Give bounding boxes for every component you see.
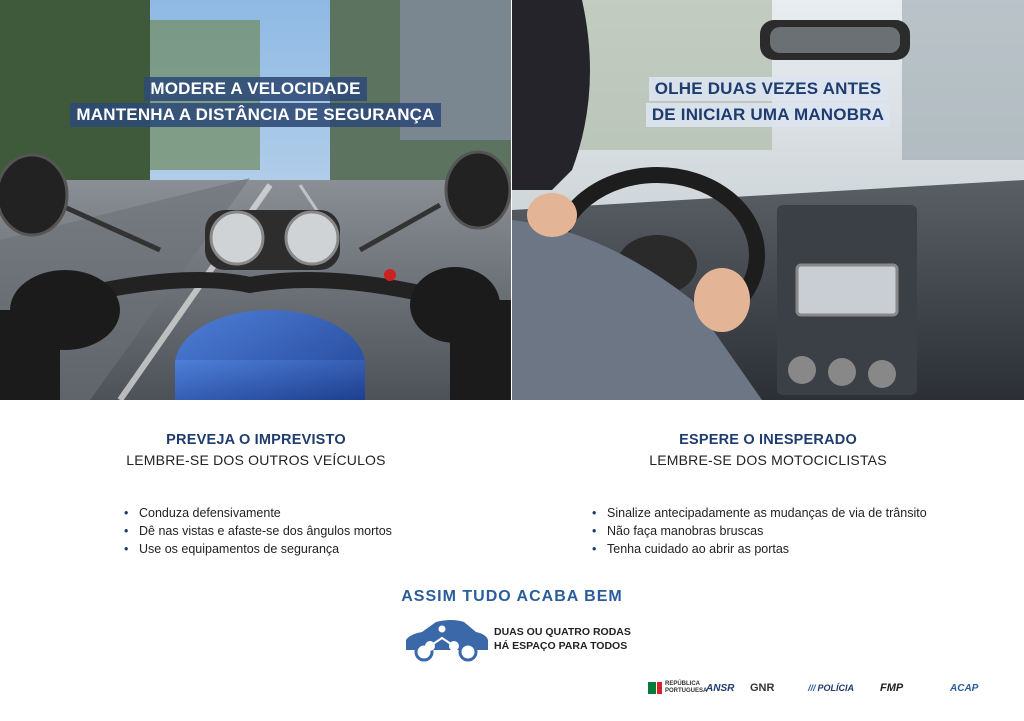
acap-logo: ACAP <box>950 682 979 694</box>
right-caption-line1: OLHE DUAS VEZES ANTES <box>649 77 888 101</box>
left-bullet-list <box>124 504 392 558</box>
list-item: • Sinalize antecipadamente as mudanças de via de trânsito <box>592 504 927 522</box>
campaign-logo <box>402 616 632 662</box>
policia-label: POLÍCIA <box>817 683 855 693</box>
left-caption-line1: MODERE A VELOCIDADE <box>144 77 366 101</box>
right-photo-caption <box>512 76 1024 128</box>
republica-line2: PORTUGUESA <box>665 688 708 694</box>
republica-line1: REPÚBLICA <box>665 681 701 687</box>
list-item: • Conduza defensivamente <box>124 504 392 522</box>
logo-line2: HÁ ESPAÇO PARA TODOS <box>494 640 628 652</box>
right-heading: ESPERE O INESPERADO <box>679 432 857 448</box>
right-advice-column <box>512 430 1024 556</box>
left-heading: PREVEJA O IMPREVISTO <box>166 432 346 448</box>
campaign-logo-text <box>494 625 631 653</box>
ansr-logo: ANSR <box>706 682 735 694</box>
right-subheading: LEMBRE-SE DOS MOTOCICLISTAS <box>649 452 887 468</box>
motorcycle-photo <box>0 0 511 400</box>
list-item: • Use os equipamentos de segurança <box>124 540 392 558</box>
left-subheading: LEMBRE-SE DOS OUTROS VEÍCULOS <box>126 452 386 468</box>
gnr-logo: GNR <box>750 682 775 694</box>
policia-logo: /// POLÍCIA <box>808 683 855 693</box>
left-caption-line2: MANTENHA A DISTÂNCIA DE SEGURANÇA <box>70 103 440 127</box>
left-advice-column <box>0 430 512 556</box>
right-bullet-list <box>592 504 927 558</box>
list-item: • Tenha cuidado ao abrir as portas <box>592 540 927 558</box>
list-item: • Não faça manobras bruscas <box>592 522 927 540</box>
partner-logos <box>640 677 1000 701</box>
right-caption-line2: DE INICIAR UMA MANOBRA <box>646 103 890 127</box>
campaign-slogan: ASSIM TUDO ACABA BEM <box>401 588 623 605</box>
fmp-logo: FMP <box>880 682 904 694</box>
list-item: • Dê nas vistas e afaste-se dos ângulos mortos <box>124 522 392 540</box>
car-motorcycle-icon <box>402 616 490 662</box>
car-driver-photo <box>512 0 1024 400</box>
left-photo-caption <box>0 76 511 128</box>
logo-line1: DUAS OU QUATRO RODAS <box>494 626 631 638</box>
republica-portuguesa-logo <box>648 677 707 699</box>
